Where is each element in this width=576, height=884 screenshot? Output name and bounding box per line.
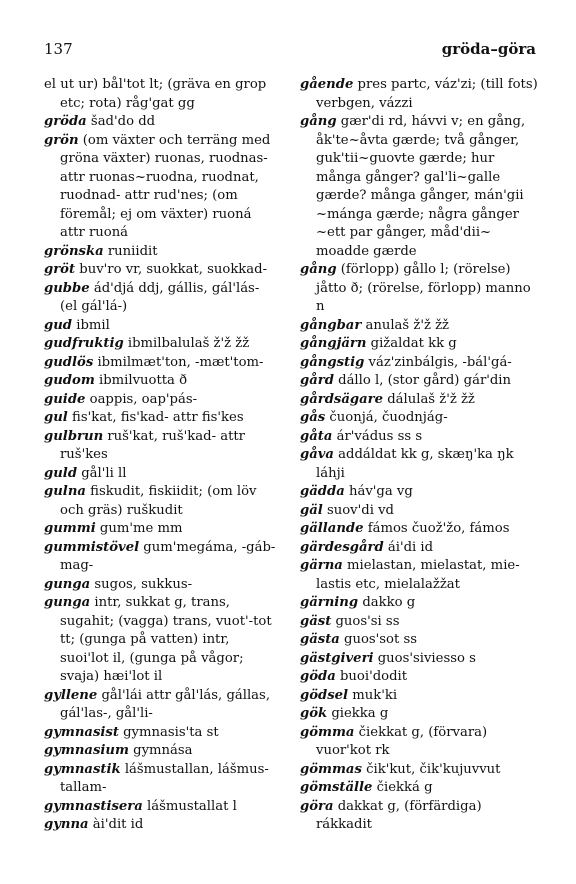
entry-headword: gås	[300, 410, 326, 425]
entry-headword: gästa	[300, 632, 340, 647]
entry-text: (förlopp) gållo l; (rörelse) jåtto ð; (rörelse, förlopp) manno n	[316, 262, 531, 314]
dictionary-entry	[44, 483, 280, 520]
entry-headword: gul	[44, 410, 68, 425]
entry-headword: gäst	[300, 613, 332, 629]
entry-headword: gud	[44, 317, 73, 333]
entry-text: ibmil	[72, 317, 110, 333]
entry-text: fámos čuož'žo, fámos	[363, 521, 510, 536]
entry-text: (om växter och terräng med gröna växter) ruonas, ruodnas-attr ruonas~ruodna, ruodnat, ruodnad- attr rud'nes; (om föremål; ej om växter) ruoná attr ruoná	[60, 132, 271, 240]
dictionary-entry	[300, 317, 538, 336]
entry-headword: göda	[300, 669, 336, 684]
entry-text: dállo l, (stor gård) gár'din	[333, 373, 512, 388]
entry-text: čik'kut, čik'kujuvvut	[361, 761, 501, 777]
entry-text: ruš'kat, ruš'kad- attr ruš'kes	[60, 428, 245, 462]
dictionary-entry	[300, 798, 538, 835]
entry-text: háv'ga vg	[344, 484, 413, 499]
entry-text: dakkat g, (förfärdiga) rákkadit	[316, 798, 482, 832]
entry-text: ibmilvuotta ð	[94, 373, 188, 388]
entry-text: guos'sot ss	[339, 632, 418, 647]
dictionary-entry	[44, 687, 280, 724]
entry-headword: guide	[44, 391, 86, 407]
entry-text: fiskudit, fiskiidit; (om löv och gräs) ruškudit	[60, 484, 257, 518]
entry-text: ài'dit id	[88, 817, 144, 832]
dictionary-entry	[300, 687, 538, 706]
dictionary-entry	[44, 742, 280, 761]
entry-text: gum'me mm	[95, 521, 183, 536]
dictionary-entry	[44, 335, 280, 354]
dictionary-entry	[44, 280, 280, 317]
entry-text: dálulaš ž'ž žž	[383, 391, 475, 407]
dictionary-entry	[300, 613, 538, 632]
entry-headword: gäl	[300, 502, 323, 518]
entry-headword: gåta	[300, 428, 333, 444]
entry-text: muk'ki	[348, 687, 398, 703]
dictionary-entry	[300, 650, 538, 669]
dictionary-entry	[300, 261, 538, 317]
dictionary-entry	[44, 520, 280, 539]
entry-headword: gödsel	[300, 687, 349, 703]
entry-headword: gård	[300, 373, 334, 388]
entry-headword: guld	[44, 465, 78, 481]
entry-headword: gästgiveri	[300, 650, 374, 666]
dictionary-entry	[300, 502, 538, 521]
entry-text: čiekkat g, (förvara) vuor'kot rk	[316, 724, 488, 758]
dictionary-entry	[44, 465, 280, 484]
entry-text: giekka g	[327, 706, 389, 721]
entry-text: gål'li ll	[77, 465, 127, 481]
entry-text: runiidit	[103, 243, 158, 259]
dictionary-entry	[44, 761, 280, 798]
entry-headword: gulna	[44, 484, 86, 499]
entry-headword: gångjärn	[300, 336, 367, 351]
entry-text: intr, sukkat g, trans, sugahit; (vagga) trans, vuot'-tot tt; (gunga på vatten) intr, suoi'lot il, (gunga på vågor; svaja) hæi'lot il	[60, 595, 272, 684]
dictionary-entry	[44, 594, 280, 687]
entry-text: guos'si ss	[331, 613, 400, 629]
entry-text: čiekká g	[372, 780, 433, 795]
dictionary-entry	[300, 520, 538, 539]
dictionary-entry	[300, 557, 538, 594]
entry-text: fis'kat, fis'kad- attr fis'kes	[67, 410, 244, 425]
dictionary-entry	[300, 76, 538, 113]
entry-headword: gåva	[300, 447, 334, 462]
entry-headword: gynna	[44, 817, 89, 832]
left-column	[44, 76, 280, 835]
entry-headword: gärdesgård	[300, 539, 384, 555]
entry-headword: gömmas	[300, 761, 362, 777]
entry-text: el ut ur) bål'tot lt; (gräva en grop etc; rota) råg'gat gg	[44, 77, 267, 111]
entry-text: gymnása	[128, 743, 193, 758]
entry-text: lášmustallat l	[142, 798, 237, 814]
entry-headword: gröt	[44, 262, 76, 277]
running-head: gröda–göra	[441, 40, 536, 58]
entry-text: ár'vádus ss s	[332, 428, 423, 444]
dictionary-entry	[300, 428, 538, 447]
entry-headword: grön	[44, 132, 79, 148]
entry-headword: gubbe	[44, 280, 90, 296]
entry-text: gål'lái attr gål'lás, gállas, gál'las-, gål'li-	[60, 687, 271, 721]
dictionary-entry	[300, 779, 538, 798]
dictionary-entry	[44, 816, 280, 835]
entry-text: gižaldat kk g	[366, 336, 457, 351]
dictionary-entry	[300, 724, 538, 761]
dictionary-entry	[44, 261, 280, 280]
entry-headword: gädda	[300, 484, 345, 499]
entry-text: šad'do dd	[86, 114, 156, 129]
dictionary-entry	[44, 76, 280, 113]
dictionary-entry	[300, 705, 538, 724]
entry-text: guos'siviesso s	[373, 650, 476, 666]
entry-headword: gummistövel	[44, 539, 140, 555]
entry-headword: gyllene	[44, 687, 98, 703]
dictionary-entry	[44, 243, 280, 262]
entry-headword: grönska	[44, 243, 104, 259]
dictionary-entry	[300, 391, 538, 410]
entry-headword: gök	[300, 706, 328, 721]
dictionary-entry	[300, 668, 538, 687]
dictionary-entry	[44, 372, 280, 391]
page-header	[44, 40, 536, 58]
entry-headword: gymnastik	[44, 761, 121, 777]
entry-text: ád'djá ddj, gállis, gál'lás- (el gál'lá-)	[60, 280, 260, 314]
entry-headword: gymnasist	[44, 724, 119, 740]
entry-headword: gångbar	[300, 317, 362, 333]
dictionary-entry	[300, 113, 538, 261]
entry-text: dakko g	[358, 595, 416, 610]
dictionary-entry	[44, 354, 280, 373]
dictionary-entry	[44, 409, 280, 428]
entry-headword: gående	[300, 77, 354, 92]
entry-text: ái'di id	[383, 539, 434, 555]
entry-headword: gångstig	[300, 354, 365, 370]
dictionary-entry	[44, 317, 280, 336]
entry-headword: gymnastisera	[44, 798, 143, 814]
entry-headword: gång	[300, 262, 337, 277]
entry-text: anulaš ž'ž žž	[361, 317, 449, 333]
entry-text: buoi'dodit	[335, 669, 408, 684]
entry-headword: gällande	[300, 521, 364, 536]
dictionary-entry	[44, 132, 280, 243]
entry-headword: gärning	[300, 595, 359, 610]
dictionary-entry	[300, 409, 538, 428]
entry-text: váz'zinbálgis, -bál'gá-	[364, 354, 512, 370]
entry-headword: gulbrun	[44, 428, 104, 444]
right-column	[300, 76, 538, 835]
entry-text: pres partc, váz'zi; (till fots) verbgen, vázzi	[316, 77, 538, 111]
dictionary-entry	[300, 335, 538, 354]
dictionary-entry	[44, 539, 280, 576]
dictionary-entry	[44, 798, 280, 817]
dictionary-entry	[44, 724, 280, 743]
entry-text: oappis, oap'pás-	[85, 391, 198, 407]
page-number: 137	[44, 40, 73, 58]
entry-text: lášmustallan, lášmus-tallam-	[60, 761, 269, 795]
entry-headword: gymnasium	[44, 743, 129, 758]
entry-headword: gummi	[44, 521, 96, 536]
entry-headword: gudfruktig	[44, 336, 124, 351]
entry-headword: gudlös	[44, 354, 94, 370]
entry-text: gær'di rd, hávvi v; en gång, åk'te~åvta gærde; två gånger, guk'tii~guovte gærde; hur många gånger? gal'li~galle gærde? många gånger, mán'gii ~mánga gærde; några gånger ~ett par gånger, måd'dii~ moadde gærde	[316, 114, 526, 259]
entry-text: buv'ro vr, suokkat, suokkad-	[75, 262, 268, 277]
entry-headword: göra	[300, 798, 334, 814]
dictionary-entry	[44, 391, 280, 410]
entry-headword: gärna	[300, 558, 343, 573]
dictionary-entry	[44, 428, 280, 465]
entry-text: sugos, sukkus-	[90, 576, 193, 592]
dictionary-entry	[300, 761, 538, 780]
entry-headword: gunga	[44, 576, 91, 592]
dictionary-entry	[300, 483, 538, 502]
dictionary-entry	[44, 576, 280, 595]
entry-text: suov'di vd	[322, 502, 394, 518]
entry-text: mielastan, mielastat, mie-lastis etc, mielalažžat	[316, 558, 520, 592]
dictionary-entry	[300, 354, 538, 373]
dictionary-entry	[300, 372, 538, 391]
entry-headword: gång	[300, 114, 337, 129]
entry-text: addáldat kk g, skæŋ'ka ŋk láhji	[316, 447, 514, 481]
entry-headword: gårdsägare	[300, 391, 384, 407]
entry-text: ibmilbalulaš ž'ž žž	[123, 336, 250, 351]
dictionary-entry	[300, 631, 538, 650]
entry-headword: gröda	[44, 114, 87, 129]
dictionary-entry	[300, 446, 538, 483]
entry-headword: gunga	[44, 595, 91, 610]
dictionary-entry	[300, 539, 538, 558]
entry-text: čuonjá, čuodnjág-	[325, 410, 448, 425]
entry-headword: gömma	[300, 724, 355, 740]
dictionary-entry	[44, 113, 280, 132]
entry-headword: gömställe	[300, 780, 373, 795]
dictionary-entry	[300, 594, 538, 613]
entry-headword: gudom	[44, 373, 95, 388]
entry-text: gum'megáma, -gáb-mag-	[60, 539, 276, 573]
entry-text: gymnasis'ta st	[118, 724, 219, 740]
entry-text: ibmilmæt'ton, -mæt'tom-	[93, 354, 264, 370]
